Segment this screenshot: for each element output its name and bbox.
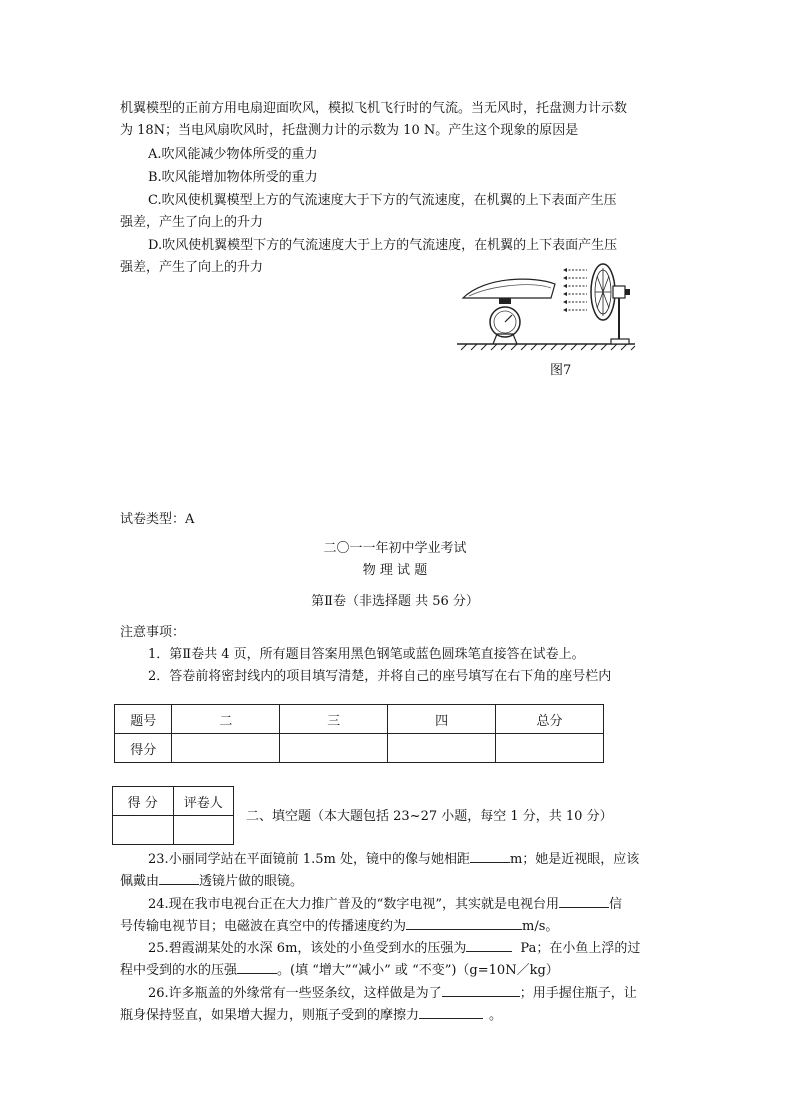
figure-7 xyxy=(455,262,645,356)
wing-fan-illustration xyxy=(455,262,645,352)
grader-label: 评卷人 xyxy=(173,787,234,816)
question-text-line: 为 18N；当电风扇吹风时，托盘测力计的示数为 10 N。产生这个现象的原因是 xyxy=(120,123,579,138)
answer-blank[interactable] xyxy=(406,917,522,930)
grader-box xyxy=(112,786,234,845)
q23-text: 透镜片做的眼镜。 xyxy=(199,874,304,889)
score-cell[interactable] xyxy=(496,734,604,763)
q24-text: m/s。 xyxy=(522,919,559,934)
question-26-cont xyxy=(120,1006,502,1025)
answer-blank[interactable] xyxy=(470,850,510,863)
question-23-cont xyxy=(120,872,303,891)
table-header: 二 xyxy=(172,705,280,734)
table-header: 题号 xyxy=(115,705,172,734)
figure-caption: 图7 xyxy=(550,363,572,378)
q26-text: 瓶身保持竖直，如果增大握力，则瓶子受到的摩擦力 xyxy=(120,1008,420,1023)
exam-title: 二〇一一年初中学业考试 xyxy=(323,541,467,556)
score-cell[interactable] xyxy=(388,734,496,763)
q25-text: Pa；在小鱼上浮的过 xyxy=(520,941,641,956)
score-label: 得 分 xyxy=(113,787,174,816)
option-d: D.吹风使机翼模型下方的气流速度大于上方的气流速度，在机翼的上下表面产生压 xyxy=(148,238,618,253)
option-a: A.吹风能减少物体所受的重力 xyxy=(148,147,318,162)
question-25-cont xyxy=(120,961,559,980)
question-23 xyxy=(148,850,639,869)
q26-text: 26.许多瓶盖的外缘常有一些竖条纹，这样做是为了 xyxy=(148,986,442,1001)
q23-text: 佩戴由 xyxy=(120,874,160,889)
question-26 xyxy=(148,984,637,1003)
q25-text: 程中受到的水的压强 xyxy=(120,963,238,978)
question-24-cont xyxy=(120,917,558,936)
q24-text: 号传输电视节目；电磁波在真空中的传播速度约为 xyxy=(120,919,407,934)
answer-blank[interactable] xyxy=(419,1006,483,1019)
score-table xyxy=(114,704,604,763)
notes-title: 注意事项： xyxy=(120,625,186,640)
paper-type: 试卷类型：A xyxy=(120,512,195,527)
score-cell[interactable] xyxy=(280,734,388,763)
score-cell[interactable] xyxy=(172,734,280,763)
score-cell[interactable] xyxy=(113,816,174,845)
grader-cell[interactable] xyxy=(173,816,234,845)
q23-text: m；她是近视眼，应该 xyxy=(509,852,640,867)
q24-text: 信 xyxy=(608,897,622,912)
answer-blank[interactable] xyxy=(442,984,520,997)
question-text-line: 机翼模型的正前方用电扇迎面吹风，模拟飞机飞行时的气流。当无风时，托盘测力计示数 xyxy=(120,101,628,116)
question-24 xyxy=(148,895,622,914)
question-25 xyxy=(148,939,640,958)
q24-text: 24.现在我市电视台正在大力推广普及的“数字电视”，其实就是电视台用 xyxy=(148,897,559,912)
answer-blank[interactable] xyxy=(159,872,199,885)
q25-text: 。(填 “增大”“减小” 或 “不变”)（g=10N／kg） xyxy=(277,963,559,978)
q25-text: 25.碧霞湖某处的水深 6m，该处的小鱼受到水的压强为 xyxy=(148,941,467,956)
option-d-cont: 强差，产生了向上的升力 xyxy=(120,260,264,275)
q26-text: ；用手握住瓶子，让 xyxy=(519,986,637,1001)
table-row-label: 得分 xyxy=(115,734,172,763)
answer-blank[interactable] xyxy=(559,895,609,908)
notes-item-2: 2．答卷前将密封线内的项目填写清楚，并将自己的座号填写在右下角的座号栏内 xyxy=(148,669,612,684)
table-header: 总分 xyxy=(496,705,604,734)
part-title: 第Ⅱ卷（非选择题 共 56 分） xyxy=(311,594,479,609)
q26-text: 。 xyxy=(489,1008,503,1023)
option-b: B.吹风能增加物体所受的重力 xyxy=(148,170,318,185)
answer-blank[interactable] xyxy=(237,961,277,974)
q23-text: 23.小丽同学站在平面镜前 1.5m 处，镜中的像与她相距 xyxy=(148,852,470,867)
answer-blank[interactable] xyxy=(466,939,512,952)
table-header: 三 xyxy=(280,705,388,734)
notes-item-1: 1．第Ⅱ卷共 4 页，所有题目答案用黑色钢笔或蓝色圆珠笔直接答在试卷上。 xyxy=(148,647,585,662)
option-c-cont: 强差，产生了向上的升力 xyxy=(120,215,264,230)
section-title: 二、填空题（本大题包括 23~27 小题，每空 1 分，共 10 分） xyxy=(246,809,613,824)
subject-title: 物 理 试 题 xyxy=(362,563,428,578)
table-header: 四 xyxy=(388,705,496,734)
option-c: C.吹风使机翼模型上方的气流速度大于下方的气流速度，在机翼的上下表面产生压 xyxy=(148,193,617,208)
